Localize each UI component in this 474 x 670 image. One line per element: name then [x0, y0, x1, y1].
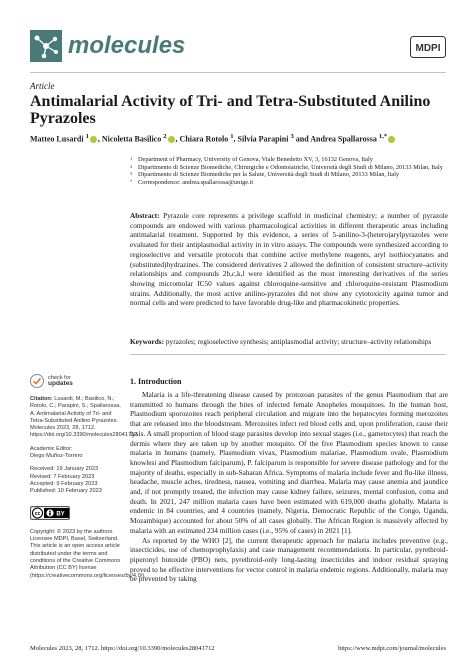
journal-name: molecules: [68, 32, 186, 59]
abstract-text: Pyrazole core represents a privilege scaffold in medicinal chemistry; a number of pyrazole compounds are endowed with various pharmacological activities in different therapeutic areas including antimalarial treatment. Supported by this evidence, a series of 5-anilino-3-(hetero)arylpyrazoles were evaluated for their antiplasmodial activity in in vitro assays. The compounds were synthesized according to regioselective and versatile protocols that combine active methylene reagents, aryl isothiocyanates and (substituted)hydrazines. The considered derivatives 2 allowed the definition of consistent structure–activity relationships and compounds 2b,c,k,l were identified as the most interesting derivatives of the series showing micromolar IC50 values against chloroquine-sensitive and chloroquine-resistant Plasmodium strains. Additionally, the most active anilino-pyrazoles did not show any cytotoxicity against tumor and normal cells and were predicted to have favorable drug-like and pharmacokinetic properties.: [130, 211, 448, 308]
dates-block: [30, 466, 126, 495]
citation-text: Lusardi, M.; Basilico, N.; Rotolo, C.; Parapini, S.; Spallarossa, A. Antimalarial Activity of Tri- and Tetra-Substituted Anilino Pyrazoles. Molecules 2023, 28, 1712. https://doi.org/10.3390/molecules28041712: [30, 396, 138, 439]
author-affil-sup: 1: [230, 133, 234, 140]
keywords: [130, 337, 448, 347]
svg-text:BY: BY: [56, 511, 65, 518]
copyright-block: [30, 528, 146, 580]
mdpi-label: MDPI: [415, 43, 441, 54]
paper-title: Antimalarial Activity of Tri- and Tetra-Substituted Anilino Pyrazoles: [30, 93, 431, 127]
article-sidebar: [30, 374, 146, 586]
author-name[interactable]: Matteo Lusardi: [30, 134, 84, 144]
orcid-icon[interactable]: [168, 136, 175, 143]
correspondence: * Correspondence: andrea.spallarossa@unige.it: [130, 178, 254, 186]
abstract: [130, 211, 448, 308]
check-for-updates-badge[interactable]: [30, 374, 126, 388]
footer-citation[interactable]: Molecules 2023, 28, 1712. https://doi.org/10.3390/molecules28041712: [30, 645, 215, 652]
citation-block: [30, 396, 138, 440]
author-name[interactable]: Andrea Spallarossa: [310, 134, 377, 144]
abstract-label: Abstract:: [130, 211, 160, 220]
affiliation-item: 2 Dipartimento di Scienze Biomediche, Chirurgiche e Odontoiatriche, Università degli Studi di Milano, 20133 Milan, Italy: [130, 163, 443, 171]
date-revised: Revised: 7 February 2023: [30, 473, 95, 480]
intro-paragraph: Malaria is a life-threatening disease caused by protozoan parasites of the genus Plasmodium that are transmitted to humans through the bites of infected female Anopheles mosquitoes. In the human host, Plasmodium sporozoites reach peripheral circulation and migrate into the hepatocytes forming merozoites that are released into the bloodstream. Merozoites infect red blood cells and, upon proliferation, cause their lysis. A small proportion of blood stage parasites develop into sexual stages (i.e., gametocytes) that reach the dermis where they are taken up by another mosquito. Of the five Plasmodium species known to cause malaria in humans (namely, Plasmodium vivax, Plasmodium malariae, Plasmodium ovale, Plasmodium knowlesi and Plasmodium falciparum), P. falciparum is responsible for severe disease pathology and for the majority of deaths, especially in sub-Saharan Africa. Symptoms of malaria include fever and flu-like illness, headache, muscle aches, tiredness, nausea, vomiting and diarrhea. Malaria may cause anemia and jaundice and, if not promptly treated, the infection may cause kidney failure, seizures, mental confusion, coma and death. In 2021, 247 million malaria cases have been estimated with 619,000 deaths globally. Malaria is endemic in 84 countries, and 4 countries (namely, Nigeria, Democratic Republic of the Congo, Uganda, Mozambique) accounted for about 50% of all cases globally. The African Region is massively affected by malaria with an estimated 234 million cases (i.e., 95% of cases) in 2021 [1].: [130, 390, 448, 535]
footer-journal-url[interactable]: https://www.mdpi.com/journal/molecules: [338, 645, 446, 652]
journal-header: [30, 30, 446, 72]
keywords-label: Keywords:: [130, 337, 165, 346]
author-name[interactable]: Nicoletta Basilico: [101, 134, 162, 144]
date-published: Published: 10 February 2023: [30, 488, 102, 495]
section-heading-introduction: 1. Introduction: [130, 377, 182, 386]
keywords-text: pyrazoles; regioselective synthesis; antiplasmodial activity; structure–activity relationships: [165, 337, 432, 346]
author-list: Matteo Lusardi $^1$ , Nicoletta Basilico $^2$ , Chiara Rotolo $^1$, Silvia Parapini $^3$ and Andrea Spallarossa $^{1,*}$: [30, 132, 460, 145]
article-type: Article: [30, 81, 55, 91]
author-affil-sup: 2: [163, 133, 167, 140]
affiliation-item: 3 Dipartimento di Scienze Biomediche per la Salute, Università degli Studi di Milano, 20133 Milan, Italy: [130, 171, 400, 179]
molecules-logo-icon: [30, 30, 62, 62]
author-name[interactable]: Silvia Parapini: [237, 134, 289, 144]
date-accepted: Accepted: 9 February 2023: [30, 480, 98, 487]
author-name[interactable]: Chiara Rotolo: [179, 134, 229, 144]
copyright-text: Copyright: © 2023 by the authors. Licensee MDPI, Basel, Switzerland. This article is an open access article distributed under the terms and conditions of the Creative Commons Attribution (CC BY) license (https://creativecommons.org/licenses/by/4.0/).: [30, 528, 146, 579]
keywords-rule: [130, 354, 446, 355]
editor-block: [30, 446, 126, 461]
check-updates-icon: [30, 374, 44, 388]
author-affil-sup: 3: [290, 133, 294, 140]
orcid-icon[interactable]: [90, 136, 97, 143]
intro-paragraph: As reported by the WHO [2], the current therapeutic approach for malaria includes preventive (e.g., insecticides, use of chemoprophylaxis) and case management recommendations. In particular, pyrethroid-piperonyl butoxide (PBO) nets, pyrethroid-only long-lasting insecticides and indoor residual spraying proved to be effective interventions for vector control in malaria endemic regions. Additionally, malaria may be prevented by taking: [130, 535, 448, 584]
affiliation-item: 1 Department of Pharmacy, University of Genova, Viale Benedetto XV, 3, 16132 Genova, Italy: [130, 156, 373, 163]
check-updates-line1: check for: [48, 375, 71, 381]
mdpi-logo-icon: [410, 36, 446, 58]
header-rule: [30, 72, 446, 73]
check-updates-line2: updates: [48, 380, 73, 387]
editor-name: Diego Muñoz-Torrero: [30, 453, 83, 460]
affiliations: [130, 156, 450, 186]
citation-label: Citation:: [30, 396, 53, 402]
orcid-icon[interactable]: [388, 136, 395, 143]
date-received: Received: 19 January 2023: [30, 466, 99, 473]
cc-by-license-icon[interactable]: [30, 506, 70, 520]
author-affil-sup: 1,*: [378, 133, 388, 140]
author-affil-sup: 1: [85, 133, 89, 140]
svg-text:cc: cc: [34, 510, 41, 517]
editor-label: Academic Editor:: [30, 445, 73, 452]
introduction-body: [130, 390, 448, 584]
page-footer: [30, 645, 446, 652]
